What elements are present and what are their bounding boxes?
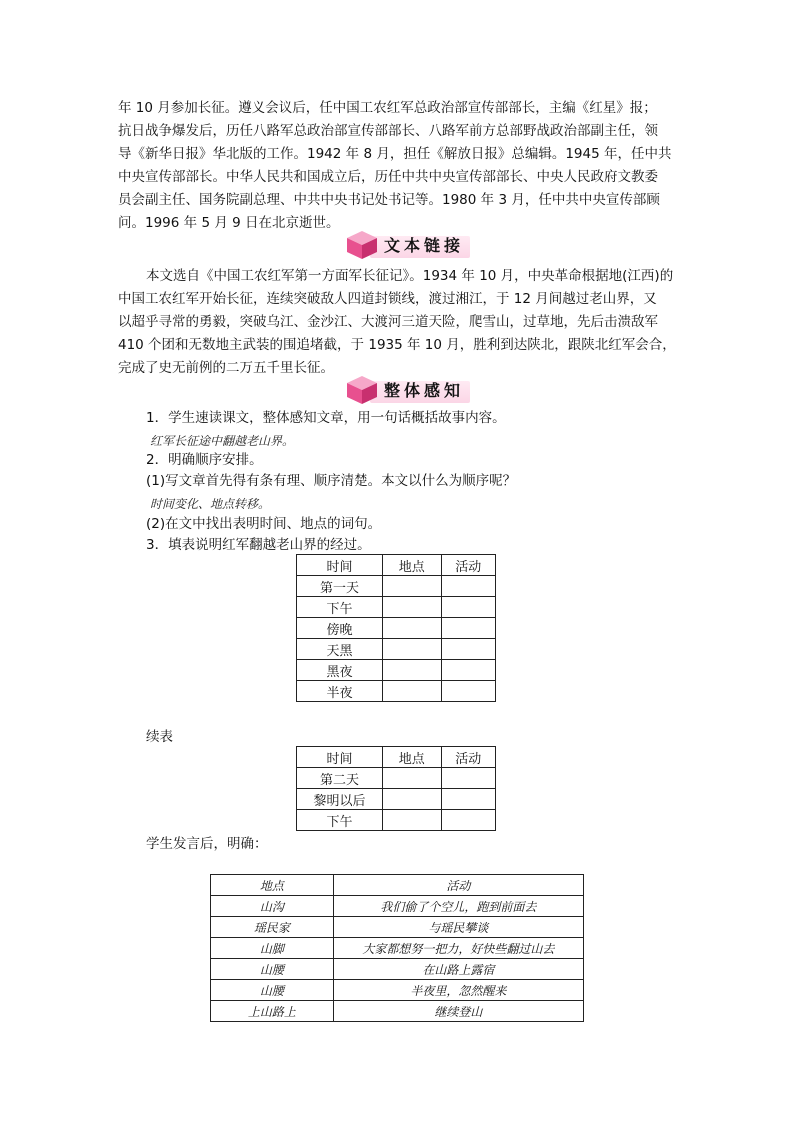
table-cell (383, 576, 441, 597)
table-cell: 大家都想努一把力，好快些翻过山去 (333, 938, 583, 959)
table-row (211, 1001, 584, 1022)
pink-cube-icon (344, 374, 380, 406)
table-row (211, 896, 584, 917)
text-link-line: 中国工农红军开始长征，连续突破敌人四道封锁线，渡过湘江，于 12 月间越过老山界，又 (118, 291, 657, 307)
table-cell (383, 639, 441, 660)
timeline-table-2 (296, 746, 496, 831)
table-header-row (211, 875, 584, 896)
table-cell: 黑夜 (297, 660, 383, 681)
table-row (297, 789, 496, 810)
table-cell: 下午 (297, 810, 383, 831)
table-cell: 上山路上 (211, 1001, 334, 1022)
bio-line: 导《新华日报》华北版的工作。1942 年 8 月，担任《解放日报》总编辑。1945 年，任中共 (118, 146, 672, 162)
table-cell: 我们偷了个空儿，跑到前面去 (333, 896, 583, 917)
table-row (297, 810, 496, 831)
table-row (211, 917, 584, 938)
table-header-cell: 时间 (297, 555, 383, 576)
table-cell (441, 576, 496, 597)
text-link-line: 410 个团和无数地主武装的围追堵截，于 1935 年 10 月，胜利到达陕北，跟陕北红军会合， (118, 337, 676, 353)
table-cell: 与瑶民攀谈 (333, 917, 583, 938)
table-cell: 在山路上露宿 (333, 959, 583, 980)
table-cell (441, 810, 496, 831)
table-cell (383, 768, 441, 789)
text-link-line: 本文选自《中国工农红军第一方面军长征记》。1934 年 10 月，中央革命根据地(江西)的 (146, 268, 674, 284)
pink-cube-icon (344, 229, 380, 261)
table-cell (441, 768, 496, 789)
question-1: 1．学生速读课文，整体感知文章，用一句话概括故事内容。 (146, 410, 506, 426)
question-3: 3．填表说明红军翻越老山界的经过。 (146, 537, 371, 553)
table-cell: 天黑 (297, 639, 383, 660)
table-cell (383, 681, 441, 702)
text-link-paragraph (118, 265, 678, 380)
table-cell (441, 618, 496, 639)
table-cell: 山沟 (211, 896, 334, 917)
table-cell: 半夜 (297, 681, 383, 702)
table-cell (441, 597, 496, 618)
after-discussion-label: 学生发言后，明确： (146, 836, 268, 852)
table-cell (383, 618, 441, 639)
question-2-2: (2)在文中找出表明时间、地点的词句。 (146, 516, 382, 532)
table-row (297, 681, 496, 702)
answer-2-1: 时间变化、地点转移。 (150, 497, 271, 511)
table-cell: 第一天 (297, 576, 383, 597)
text-link-line: 完成了史无前例的二万五千里长征。 (118, 360, 334, 376)
table-cell: 第二天 (297, 768, 383, 789)
bio-line: 年 10 月参加长征。遵义会议后，任中国工农红军总政治部宣传部部长，主编《红星》报； (118, 100, 657, 116)
table-header-cell: 时间 (297, 747, 383, 768)
question-2-1: (1)写文章首先得有条有理、顺序清楚。本文以什么为顺序呢？ (146, 473, 517, 489)
table-cell (441, 789, 496, 810)
table-cell: 黎明以后 (297, 789, 383, 810)
table-cell (441, 660, 496, 681)
table-cell: 继续登山 (333, 1001, 583, 1022)
table-cell (383, 597, 441, 618)
continued-label: 续表 (146, 729, 173, 745)
bio-line: 中央宣传部部长。中华人民共和国成立后，历任中共中央宣传部部长、中央人民政府文教委 (118, 169, 658, 185)
question-2: 2．明确顺序安排。 (146, 452, 263, 468)
table-row (297, 768, 496, 789)
timeline-table-1 (296, 554, 496, 702)
table-header-row (297, 747, 496, 768)
table-row (297, 660, 496, 681)
table-header-cell: 地点 (211, 875, 334, 896)
answer-table (210, 874, 584, 1022)
table-header-row (297, 555, 496, 576)
bio-line: 问。1996 年 5 月 9 日在北京逝世。 (118, 215, 340, 231)
table-cell: 山腰 (211, 959, 334, 980)
table-row (211, 980, 584, 1001)
table-cell (441, 639, 496, 660)
table-cell: 瑶民家 (211, 917, 334, 938)
section-title: 文本链接 (384, 236, 465, 255)
table-header-cell: 活动 (441, 555, 496, 576)
section-heading-text-link (344, 229, 474, 261)
table-row (297, 639, 496, 660)
table-header-cell: 活动 (441, 747, 496, 768)
table-cell (383, 810, 441, 831)
table-cell: 山脚 (211, 938, 334, 959)
table-header-cell: 地点 (383, 555, 441, 576)
table-row (297, 597, 496, 618)
table-cell: 傍晚 (297, 618, 383, 639)
table-cell: 半夜里，忽然醒来 (333, 980, 583, 1001)
bio-line: 员会副主任、国务院副总理、中共中央书记处书记等。1980 年 3 月，任中共中央宣传部顾 (118, 192, 660, 208)
table-cell: 山腰 (211, 980, 334, 1001)
table-row (211, 959, 584, 980)
table-header-cell: 活动 (333, 875, 583, 896)
answer-1: 红军长征途中翻越老山界。 (150, 434, 295, 448)
table-cell (383, 789, 441, 810)
section-title: 整体感知 (384, 381, 465, 400)
table-cell: 下午 (297, 597, 383, 618)
table-cell (383, 660, 441, 681)
table-row (297, 576, 496, 597)
table-cell (441, 681, 496, 702)
section-heading-overall (344, 374, 474, 406)
text-link-line: 以超乎寻常的勇毅，突破乌江、金沙江、大渡河三道天险，爬雪山，过草地，先后击溃敌军 (118, 314, 658, 330)
bio-line: 抗日战争爆发后，历任八路军总政治部宣传部部长、八路军前方总部野战政治部副主任，领 (118, 123, 658, 139)
table-row (297, 618, 496, 639)
bio-paragraph (118, 97, 678, 235)
table-header-cell: 地点 (383, 747, 441, 768)
table-row (211, 938, 584, 959)
